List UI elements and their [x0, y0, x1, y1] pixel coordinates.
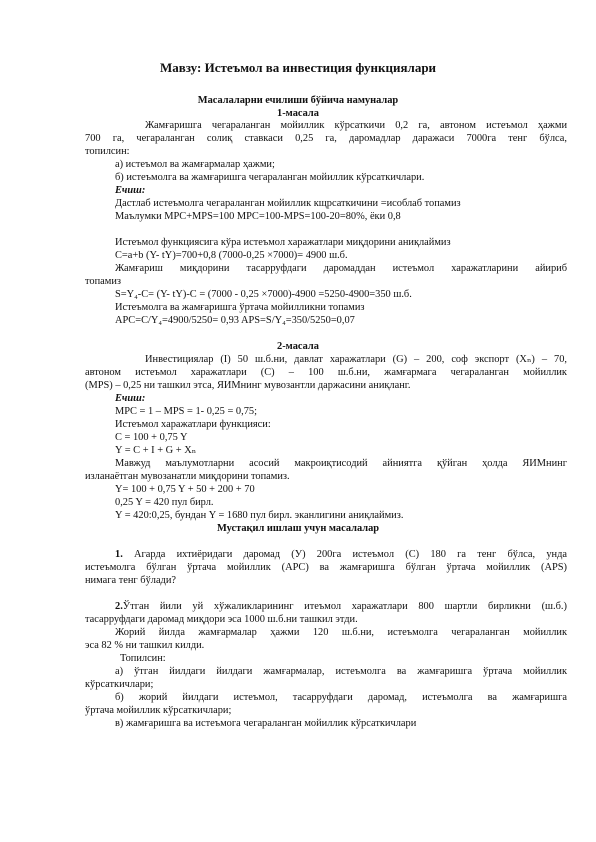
problem-2-heading: 2-масала [277, 341, 319, 352]
problem-2-solution-label: Ечиш: [115, 393, 146, 404]
task-2-number: 2. [115, 601, 123, 612]
task-2-line [115, 600, 567, 613]
task-2-text: Ўтган йили уй хўжаликларининг итеъмол харажатлари 800 шартли бирликни (ш.б.) [122, 601, 567, 612]
solution-line: Истеъмол функциясига кўра истеъмол харажатлари миқдорини аниқлаймиз [115, 237, 451, 248]
task-1-line: нимага тенг бўлади? [85, 575, 177, 586]
solution-formula: S=Y₄-C= (Y- tY)-C = (7000 - 0,25 ×7000)-4900 =5250-4900=350 ш.б. [115, 289, 412, 300]
problem-1-item-a: а) истеъмол ва жамғармалар ҳажми; [115, 159, 275, 170]
solution-line: Жамғариш миқдорини тасарруфдаги даромаддан истеъмол харажатларини айириб [115, 263, 567, 274]
task-1-line: истеъмолга бўлган ўртача мойиллик (АPC) ва жамғаришга бўлган ўртача мойиллик (АPS) [85, 562, 567, 573]
task-2-line: Жорий йилда жамғармалар ҳажми 120 ш.б.ни, истеъмолга чегараланган мойиллик [115, 627, 567, 638]
problem-2-text-line: автоном истеъмол харажатлари (С) – 100 ш.б.ни, жамғармага чегараланган мойиллик [85, 367, 567, 378]
solution-line: Истеъмол харажатлари функцияси: [115, 419, 271, 430]
solution-line: Дастлаб истеъмолга чегараланган мойиллик кщрсаткичини =исоблаб топамиз [115, 198, 461, 209]
task-1-line [115, 548, 567, 561]
task-2-item-b: б) жорий йилдаги истеъмол, тасарруфдаги даромад, истеъмолга ва жамғаришга [115, 692, 567, 703]
solution-line: Мавжуд маълумотларни асосий макроиқтисодий айниятга қўйган ҳолда ЯИМнинг [115, 458, 567, 469]
self-study-heading: Мустақил ишлаш учун масалалар [216, 523, 380, 534]
problem-1-solution-label: Ечиш: [115, 185, 146, 196]
problem-1-text-line: 700 га, чегараланган солиқ ставкаси 0,25 га, даромадлар даражаси 7000га тенг бўлса, [85, 133, 567, 144]
page-title: Мавзу: Истеъмол ва инвестиция функциялари [159, 60, 437, 75]
task-2-item-b: ўртача мойиллик кўрсаткичлари; [85, 705, 232, 716]
task-1-text: Агарда ихтиёридаги даромад (У) 200га истеъмол (С) 180 га тенг бўлса, унда [122, 549, 567, 560]
solution-line: Истеъмолга ва жамғаришга ўртача мойилликни топамиз [115, 302, 365, 313]
solution-formula: 0,25 Y = 420 пул бирл. [115, 497, 214, 508]
task-1-number: 1. [115, 549, 123, 560]
problem-1-text-line: топилсин: [85, 146, 130, 157]
problem-1-item-b: б) истеъмолга ва жамғаришга чегараланган мойиллик кўрсаткичлари. [115, 172, 425, 183]
solution-formula: C=a+b (Y- tY)=700+0,8 (7000-0,25 ×7000)= 4900 ш.б. [115, 250, 348, 261]
problem-2-text-line: Инвестициялар (I) 50 ш.б.ни, давлат харажатлари (G) – 200, соф экспорт (Xₙ) – 70, [145, 354, 567, 365]
solution-formula: C = 100 + 0,75 Y [115, 432, 188, 443]
problem-1-text-line: Жамғаришга чегараланган мойиллик кўрсаткичи 0,2 га, автоном истеъмол ҳажми [145, 120, 567, 131]
task-2-item-c: в) жамғаришга ва истеъмога чегараланган мойиллик кўрсаткичлари [115, 718, 417, 729]
solution-line: Маълумки MPC+MPS=100 MPC=100-MPS=100-20=80%, ёки 0,8 [115, 211, 401, 222]
solution-line: изланаётган мувозанатли миқдорини топамиз. [85, 471, 290, 482]
solution-formula: Y = 420:0,25, бундан Y = 1680 пул бирл. эканлигини аниқлаймиз. [115, 510, 404, 521]
problem-2-text-line: (MPS) – 0,25 ни ташкил этса, ЯИМнинг мувозантли даржасини аниқланг. [85, 380, 411, 391]
solution-line: топамиз [85, 276, 122, 287]
solution-formula: Y= 100 + 0,75 Y + 50 + 200 + 70 [115, 484, 255, 495]
task-2-item-a: а) ўтган йилдаги йилдаги жамғармалар, истеъмолга ва жамғаришга ўртача мойиллик [115, 666, 567, 677]
section-subtitle: Масалаларни ечилиши бўйича намуналар [197, 95, 399, 106]
solution-formula: APC=C/Y₄=4900/5250= 0,93 APS=S/Y₄=350/5250=0,07 [115, 315, 355, 326]
task-2-find-label: Топилсин: [120, 653, 166, 664]
solution-formula: MPC = 1 – MPS = 1- 0,25 = 0,75; [115, 406, 258, 417]
task-2-item-a: кўрсаткичлари; [85, 679, 154, 690]
problem-1-heading: 1-масала [277, 108, 319, 119]
task-2-line: тасарруфдаги даромад миқдори эса 1000 ш.б.ни ташкил этди. [85, 614, 358, 625]
solution-formula: Y = C + I + G + Xₙ [115, 445, 197, 456]
task-2-line: эса 82 % ни ташкил килди. [85, 640, 205, 651]
